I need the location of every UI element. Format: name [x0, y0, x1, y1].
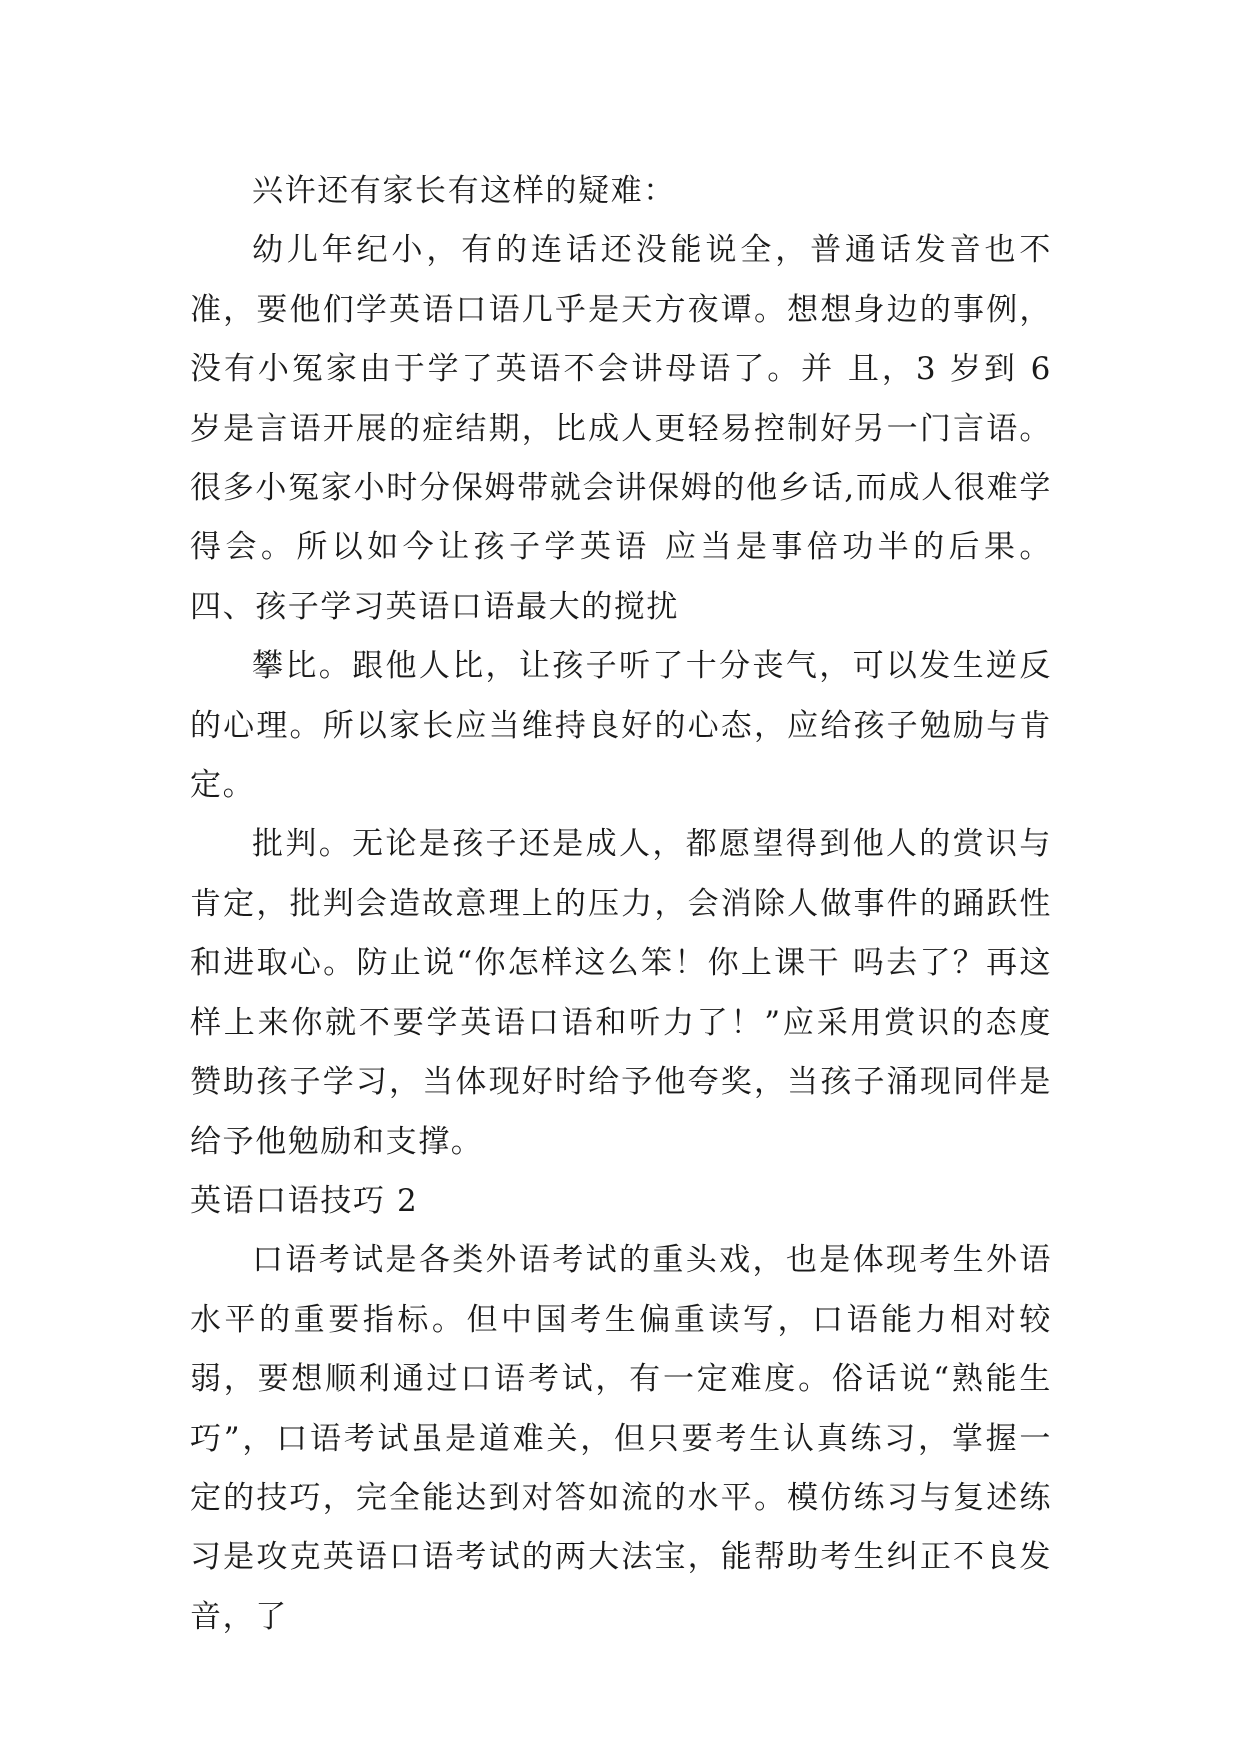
paragraph-young-children: 幼儿年纪小，有的连话还没能说全，普通话发音也不准，要他们学英语口语几乎是天方夜谭。想想身边的事例，没有小冤家由于学了英语不会讲母语了。并 且，3 岁到 6 岁是言语开展的症结期，比成人更轻易控制好另一门言语。很多小冤家小时分保姆带就会讲保姆的他乡话,而成人很难学得会。所以如今让孩子学英语 应当是事倍功半的后果。 四、孩子学习英语口语最大的搅扰 — [190, 232, 1052, 625]
document-body — [190, 162, 1052, 1647]
paragraph-intro: 兴许还有家长有这样的疑难： — [252, 173, 676, 209]
section-heading: 英语口语技巧 2 — [190, 1182, 419, 1219]
paragraph-comparison: 攀比。跟他人比，让孩子听了十分丧气，可以发生逆反的心理。所以家长应当维持良好的心态，应给孩子勉励与肯定。 — [190, 648, 1052, 804]
paragraph-criticism: 批判。无论是孩子还是成人，都愿望得到他人的赏识与肯定，批判会造故意理上的压力，会消除人做事件的踊跃性和进取心。防止说“你怎样这么笨！你上课干 吗去了？再这样上来你就不要学英语口语和听力了！”应采用赏识的态度赞助孩子学习，当体现好时给予他夸奖，当孩子涌现同伴是给予他勉励和支撑。 — [190, 826, 1052, 1160]
paragraph-oral-exam: 口语考试是各类外语考试的重头戏，也是体现考生外语水平的重要指标。但中国考生偏重读写，口语能力相对较弱，要想顺利通过口语考试，有一定难度。俗话说“熟能生巧”，口语考试虽是道难关，但只要考生认真练习，掌握一定的技巧，完全能达到对答如流的水平。模仿练习与复述练习是攻克英语口语考试的两大法宝，能帮助考生纠正不良发音，了 — [190, 1242, 1052, 1635]
